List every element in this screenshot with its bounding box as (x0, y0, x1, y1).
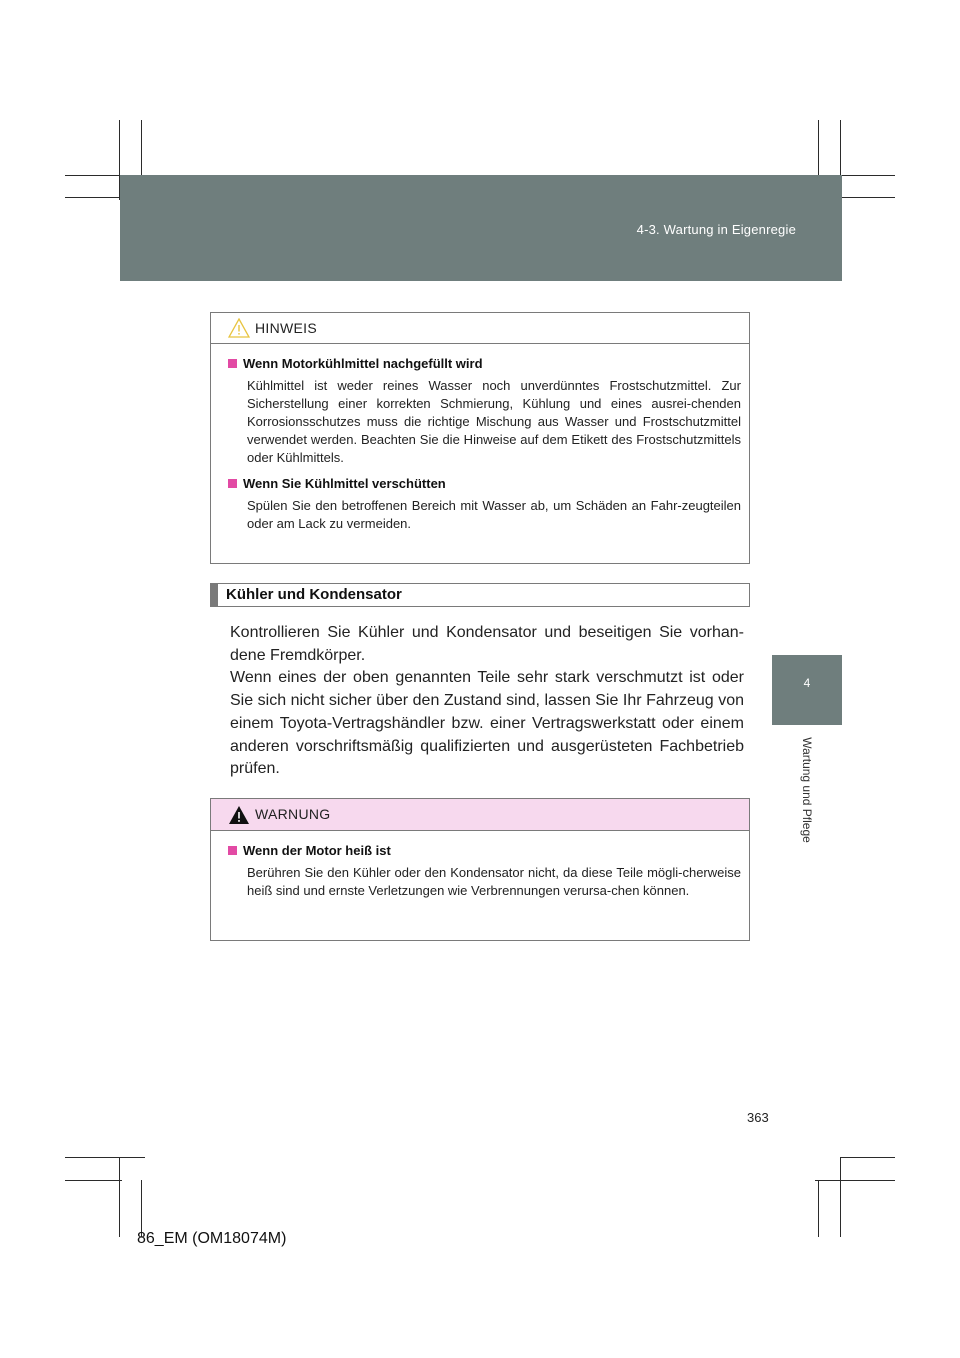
page-number: 363 (747, 1110, 769, 1125)
crop-mark (65, 1157, 145, 1158)
crop-mark (65, 1180, 122, 1181)
notice-item-body: Kühlmittel ist weder reines Wasser noch unverdünntes Frostschutzmittel. Zur Sicherstellung einer korrekten Schmierung, Kühlung und eines ausrei-chenden Korrosionsschutzes muss die richtige Mischung aus Wasser und Frostschutzmittel verwendet werden. Beachten Sie die Hinweise auf dem Etikett des Frostschutzmittels oder Kühlmittels. (247, 378, 741, 465)
section-paragraph: Wenn eines der oben genannten Teile sehr stark verschmutzt ist oder Sie sich nicht sicher über den Zustand sind, lassen Sie Ihr Fahrzeug von einem Toyota-Vertragshändler bzw. einer Vertragswerkstatt oder einem anderen vorschriftsmäßig qualifizierten und ausgerüsteten Fachbetrieb prüfen. (230, 669, 744, 778)
chapter-tab (772, 655, 842, 725)
warning-item-title: Wenn der Motor heiß ist (243, 843, 391, 858)
crop-mark (818, 1180, 819, 1237)
crop-mark (840, 1157, 895, 1158)
section-paragraph: Kontrollieren Sie Kühler und Kondensator und beseitigen Sie vorhan-dene Fremdkörper. (230, 624, 744, 664)
crop-mark (141, 120, 142, 178)
chapter-header (120, 175, 842, 281)
crop-mark (119, 1157, 120, 1237)
section-marker (211, 584, 218, 606)
warning-triangle-icon (228, 805, 250, 830)
document-code: 86_EM (OM18074M) (137, 1230, 287, 1247)
crop-mark (141, 1180, 142, 1237)
notice-title: HINWEIS (255, 320, 317, 336)
bullet-square-icon (228, 479, 237, 488)
chapter-title: 4-3. Wartung in Eigenregie (636, 222, 796, 237)
bullet-square-icon (228, 846, 237, 855)
notice-header (211, 313, 749, 344)
warning-box (210, 798, 750, 941)
section-body (230, 622, 744, 781)
warning-title: WARNUNG (255, 806, 331, 822)
crop-mark (840, 197, 895, 198)
chapter-number: 4 (803, 676, 811, 690)
section-title: Kühler und Kondensator (226, 586, 402, 603)
notice-item-title: Wenn Sie Kühlmittel verschütten (243, 476, 446, 491)
crop-mark (840, 1157, 841, 1237)
bullet-square-icon (228, 359, 237, 368)
notice-item-body: Spülen Sie den betroffenen Bereich mit Wasser ab, um Schäden an Fahr-zeugteilen oder am Lack zu vermeiden. (247, 498, 741, 531)
notice-item (211, 355, 749, 467)
crop-mark (818, 120, 819, 178)
notice-item (211, 475, 749, 533)
warning-item (211, 842, 749, 900)
crop-mark (815, 1180, 895, 1181)
chapter-side-label: Wartung und Pflege (800, 737, 814, 843)
caution-triangle-icon (228, 318, 250, 343)
crop-mark (65, 197, 122, 198)
section-heading (210, 583, 750, 607)
notice-box (210, 312, 750, 564)
warning-header (211, 799, 749, 831)
warning-item-body: Berühren Sie den Kühler oder den Kondensator nicht, da diese Teile mögli-cherweise heiß sind und ernste Verletzungen wie Verbrennungen verursa-chen können. (247, 865, 741, 898)
notice-item-title: Wenn Motorkühlmittel nachgefüllt wird (243, 356, 483, 371)
